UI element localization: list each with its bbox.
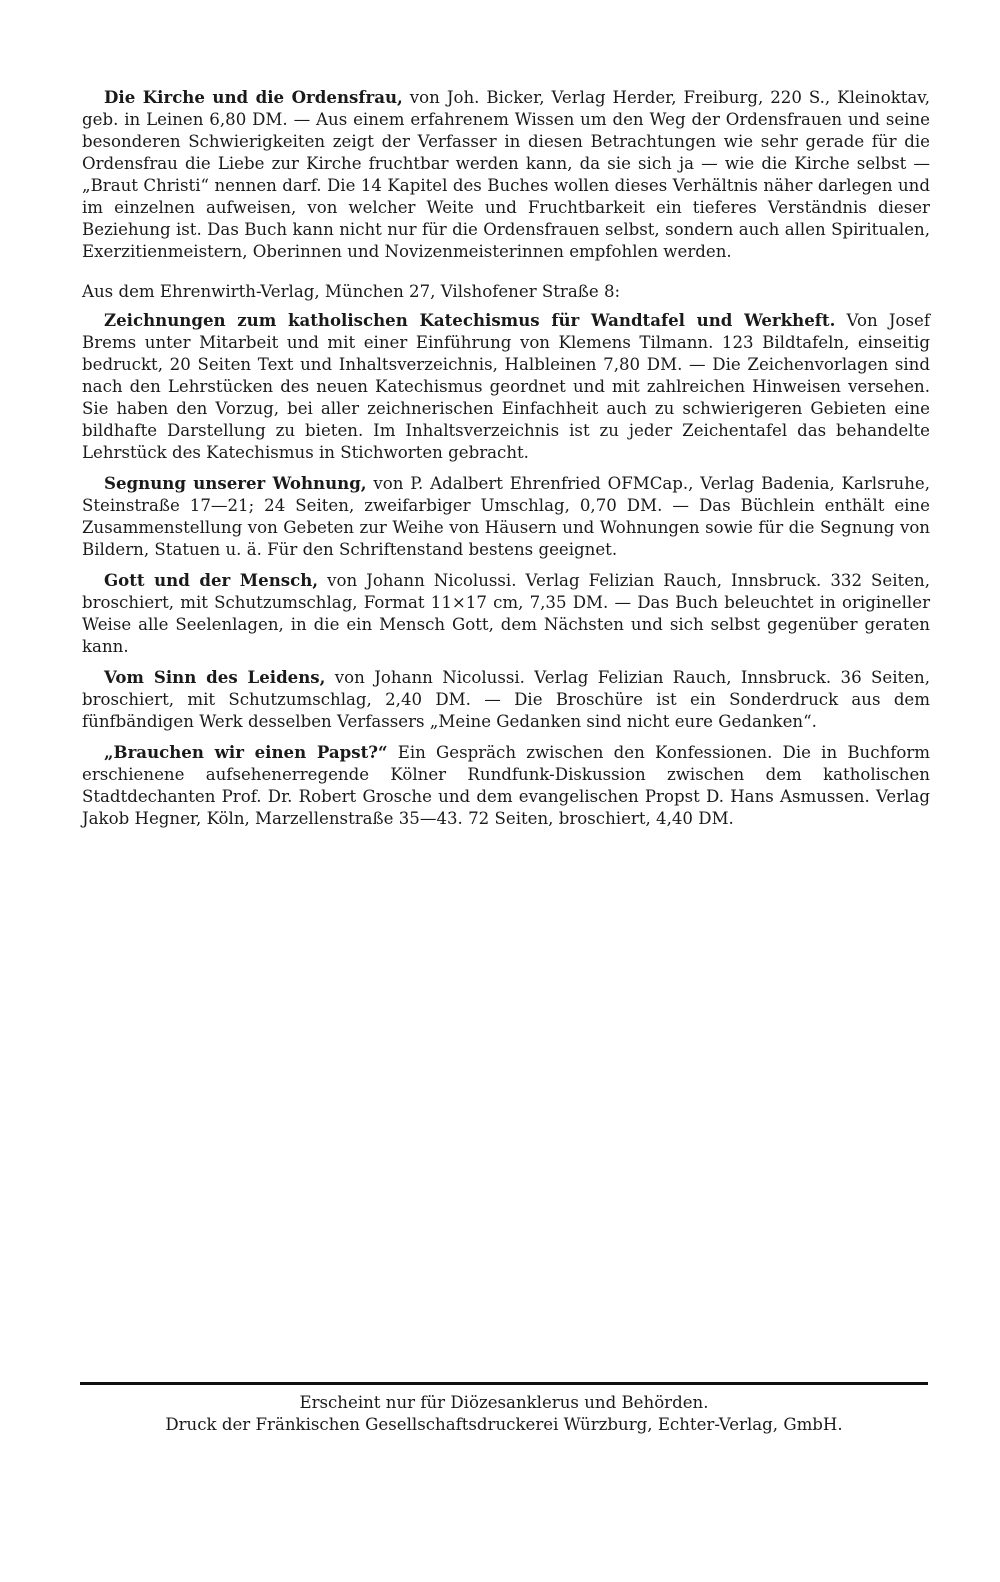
- imprint-line-1: Erscheint nur für Diözesanklerus und Behörden.: [299, 1393, 709, 1412]
- entry-text: von P. Adalbert Ehrenfried OFMCap., Verlag Badenia, Karlsruhe, Steinstraße 17—21; 24 Seiten, zweifarbiger Umschlag, 0,70 DM. — Das Büchlein enthält eine Zusammenstellung von Gebeten zur Weihe von Häusern und Wohnungen sowie für die Segnung von Bildern, Statuen u. ä. Für den Schriftenstand bestens geeignet.: [82, 474, 930, 559]
- entry-title: Die Kirche und die Ordensfrau,: [104, 87, 403, 107]
- entry-title: „Brauchen wir einen Papst?“: [104, 742, 388, 762]
- entry-text: von Johann Nicolussi. Verlag Felizian Rauch, Innsbruck. 332 Seiten, broschiert, mit Schutzumschlag, Format 11×17 cm, 7,35 DM. — Das Buch beleuchtet in origineller Weise alle Seelenlagen, in die ein Mensch Gott, dem Nächsten und sich selbst gegenüber geraten kann.: [82, 571, 930, 656]
- entry-title: Vom Sinn des Leidens,: [104, 667, 326, 687]
- footer-divider: [80, 1382, 928, 1385]
- page-content: [82, 86, 930, 838]
- review-entry: [82, 472, 930, 561]
- entry-title: Gott und der Mensch,: [104, 570, 319, 590]
- entry-text: von Joh. Bicker, Verlag Herder, Freiburg, 220 S., Kleinoktav, geb. in Leinen 6,80 DM. — Aus einem erfahrenem Wissen um den Weg der Ordensfrauen und seine besonderen Schwierigkeiten zeigt der Verfasser in diesen Betrachtungen wie sehr gerade für die Ordensfrau die Liebe zur Kirche fruchtbar werden kann, da sie sich ja — wie die Kirche selbst — „Braut Christi“ nennen darf. Die 14 Kapitel des Buches wollen dieses Verhältnis näher darlegen und im einzelnen aufweisen, von welcher Weite und Fruchtbarkeit ein tieferes Verständnis dieser Beziehung ist. Das Buch kann nicht nur für die Ordensfrauen selbst, sondern auch allen Spiritualen, Exerzitienmeistern, Oberinnen und Novizenmeisterinnen empfohlen werden.: [82, 88, 930, 261]
- entry-title: Zeichnungen zum katholischen Katechismus für Wandtafel und Werkheft.: [104, 310, 836, 330]
- review-entry: [82, 569, 930, 658]
- review-entry: [82, 666, 930, 733]
- entry-title: Segnung unserer Wohnung,: [104, 473, 367, 493]
- review-entry: [82, 309, 930, 464]
- entry-text: von Johann Nicolussi. Verlag Felizian Rauch, Innsbruck. 36 Seiten, broschiert, mit Schutzumschlag, 2,40 DM. — Die Broschüre ist ein Sonderdruck aus dem fünfbändigen Werk desselben Verfassers „Meine Gedanken sind nicht eure Gedanken“.: [82, 668, 930, 731]
- imprint-line-2: Druck der Fränkischen Gesellschaftsdruckerei Würzburg, Echter-Verlag, GmbH.: [165, 1415, 843, 1434]
- entry-text: Von Josef Brems unter Mitarbeit und mit einer Einführung von Klemens Tilmann. 123 Bildtafeln, einseitig bedruckt, 20 Seiten Text und Inhaltsverzeichnis, Halbleinen 7,80 DM. — Die Zeichenvorlagen sind nach den Lehrstücken des neuen Katechismus geordnet und mit zahlreichen Hinweisen versehen. Sie haben den Vorzug, bei aller zeichnerischen Einfachheit auch zu schwierigeren Gebieten eine bildhafte Darstellung zu bieten. Im Inhaltsverzeichnis ist zu jeder Zeichentafel das behandelte Lehrstück des Katechismus in Stichworten gebracht.: [82, 311, 931, 462]
- review-entry: [82, 86, 930, 263]
- publisher-intro: Aus dem Ehrenwirth-Verlag, München 27, Vilshofener Straße 8:: [82, 282, 621, 301]
- review-entry: [82, 741, 930, 830]
- entry-text: Ein Gespräch zwischen den Konfessionen. Die in Buchform erschienene aufsehenerregende Kölner Rundfunk-Diskussion zwischen dem katholischen Stadtdechanten Prof. Dr. Robert Grosche und dem evangelischen Propst D. Hans Asmussen. Verlag Jakob Hegner, Köln, Marzellenstraße 35—43. 72 Seiten, broschiert, 4,40 DM.: [82, 743, 930, 828]
- imprint-footer: [80, 1392, 928, 1436]
